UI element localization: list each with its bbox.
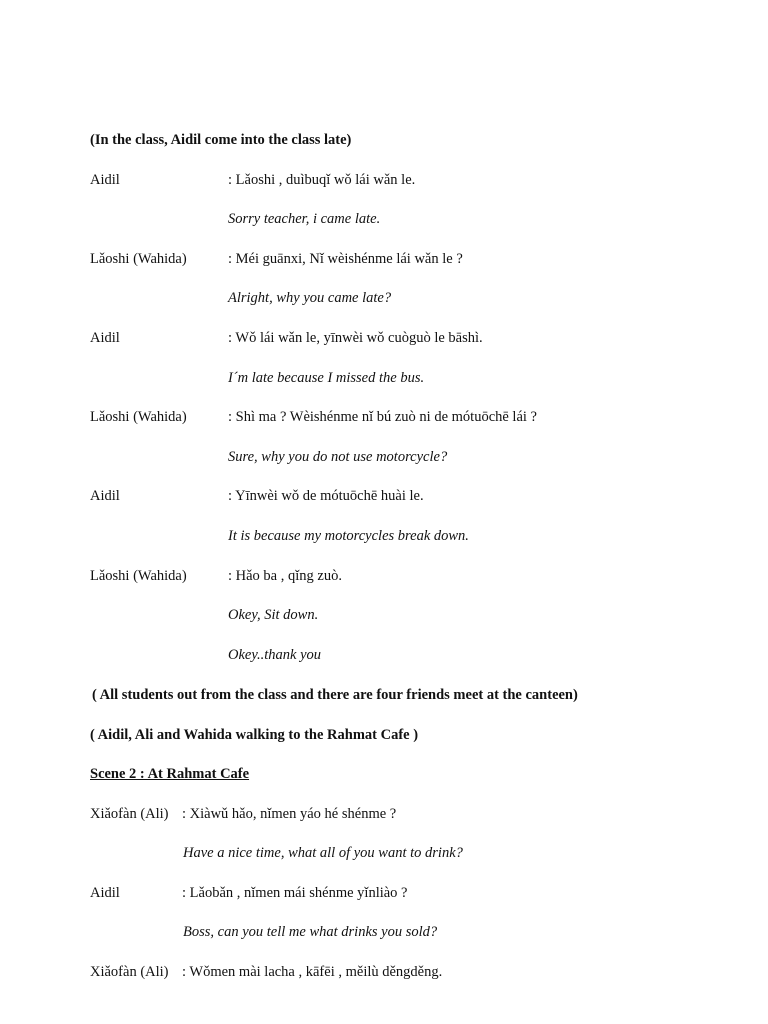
scene-heading: Scene 2 : At Rahmat Cafe xyxy=(90,766,250,782)
translation-line: Okey..thank you xyxy=(228,647,322,663)
dialogue-line: : Hǎo ba , qǐng zuò. xyxy=(228,568,342,584)
dialogue-line: : Méi guānxi, Nǐ wèishénme lái wǎn le ? xyxy=(228,251,463,267)
dialogue-line: : Wǒmen mài lacha , kāfēi , měilù děngděng. xyxy=(182,964,443,980)
translation-line: Boss, can you tell me what drinks you sold? xyxy=(183,924,438,940)
translation-line: It is because my motorcycles break down. xyxy=(228,528,469,544)
dialogue-line: : Yīnwèi wǒ de mótuōchē huài le. xyxy=(228,488,424,504)
translation-line: Sure, why you do not use motorcycle? xyxy=(228,449,448,465)
speaker-label: Aidil xyxy=(90,488,120,504)
translation-line: Have a nice time, what all of you want to drink? xyxy=(183,845,463,861)
stage-direction: ( Aidil, Ali and Wahida walking to the Rahmat Cafe ) xyxy=(90,727,419,743)
dialogue-line: : Lǎoshi , duìbuqǐ wǒ lái wǎn le. xyxy=(228,172,416,188)
speaker-label: Xiǎofàn (Ali) xyxy=(90,806,169,822)
speaker-label: Lǎoshi (Wahida) xyxy=(90,568,187,584)
stage-direction: ( All students out from the class and there are four friends meet at the canteen) xyxy=(92,687,578,703)
translation-line: Alright, why you came late? xyxy=(228,290,392,306)
translation-line: I´m late because I missed the bus. xyxy=(228,370,425,386)
speaker-label: Aidil xyxy=(90,172,120,188)
stage-direction: (In the class, Aidil come into the class late) xyxy=(90,132,352,148)
dialogue-line: : Wǒ lái wǎn le, yīnwèi wǒ cuòguò le bāshì. xyxy=(228,330,483,346)
translation-line: Okey, Sit down. xyxy=(228,607,319,623)
dialogue-line: : Xiàwǔ hǎo, nǐmen yáo hé shénme ? xyxy=(182,806,397,822)
speaker-label: Xiǎofàn (Ali) xyxy=(90,964,169,980)
speaker-label: Lǎoshi (Wahida) xyxy=(90,409,187,425)
dialogue-line: : Lǎobǎn , nǐmen mái shénme yǐnliào ? xyxy=(182,885,408,901)
translation-line: Sorry teacher, i came late. xyxy=(228,211,381,227)
dialogue-line: : Shì ma ? Wèishénme nǐ bú zuò ni de mótuōchē lái ? xyxy=(228,409,537,425)
speaker-label: Lǎoshi (Wahida) xyxy=(90,251,187,267)
speaker-label: Aidil xyxy=(90,330,120,346)
speaker-label: Aidil xyxy=(90,885,120,901)
